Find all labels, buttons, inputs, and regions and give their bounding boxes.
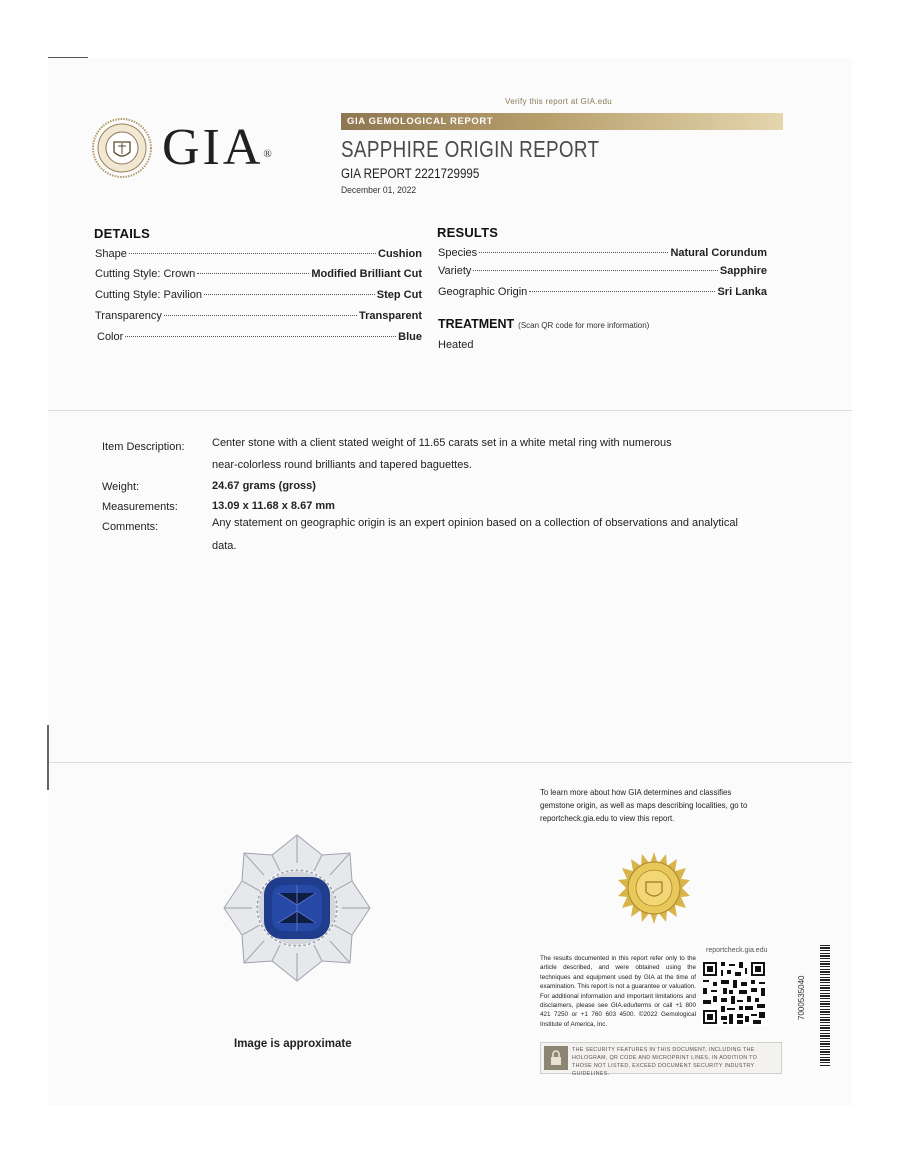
result-row-variety: [438, 265, 767, 277]
security-notice-text: THE SECURITY FEATURES IN THIS DOCUMENT, INCLUDING THE HOLOGRAM, QR CODE AND MICROPRINT LINES, IN ADDITION TO THOSE NOT LISTED, EXCEED DOCUMENT SECURITY INDUSTRY GUIDELINES.: [572, 1047, 758, 1077]
detail-label: Color: [97, 331, 124, 343]
detail-label: Shape: [95, 248, 127, 260]
item-description-line-2: near-colorless round brilliants and tapered baguettes.: [212, 459, 472, 471]
result-value: Natural Corundum: [670, 247, 767, 259]
result-label: Variety: [438, 265, 472, 277]
detail-label: Cutting Style: Crown: [95, 268, 196, 280]
treatment-value: Heated: [438, 339, 474, 351]
detail-value: Step Cut: [376, 289, 422, 301]
gia-wordmark: GIA®: [162, 119, 272, 176]
detail-value: Blue: [398, 331, 422, 343]
report-date: December 01, 2022: [341, 185, 417, 196]
result-value: Sri Lanka: [717, 286, 767, 298]
lock-icon: [544, 1046, 568, 1070]
report-number: GIA REPORT 2221729995: [341, 166, 480, 181]
detail-row-transparency: [95, 310, 422, 322]
serial-number: 7000535040: [797, 975, 806, 1020]
hologram-icon: [618, 852, 690, 924]
results-heading: RESULTS: [437, 225, 499, 240]
item-description-label: Item Description:: [102, 441, 185, 453]
detail-row-shape: [95, 248, 422, 260]
item-description-line-1: Center stone with a client stated weight of 11.65 carats set in a white metal ring with numerous: [212, 437, 672, 449]
comments-label: Comments:: [102, 521, 159, 533]
qr-code[interactable]: [701, 960, 767, 1026]
gia-logo: [92, 118, 272, 178]
fold-line-lower: [48, 762, 852, 763]
report-type-band: [341, 113, 783, 130]
weight-label: Weight:: [102, 481, 140, 493]
result-row-species: [438, 247, 767, 259]
image-caption: Image is approximate: [234, 1038, 352, 1050]
qr-url: reportcheck.gia.edu: [706, 947, 768, 954]
detail-row-pavilion: [95, 289, 422, 301]
detail-row-color: [97, 331, 422, 343]
detail-label: Transparency: [95, 310, 162, 322]
fold-line-upper: [48, 410, 852, 411]
measurements-value: 13.09 x 11.68 x 8.67 mm: [212, 500, 335, 512]
comments-line-2: data.: [212, 540, 237, 552]
detail-label: Cutting Style: Pavilion: [95, 289, 202, 301]
measurements-label: Measurements:: [102, 501, 178, 513]
weight-value: 24.67 grams (gross): [212, 480, 316, 492]
treatment-heading: TREATMENT (Scan QR code for more information): [438, 317, 650, 331]
band-label: GIA GEMOLOGICAL REPORT: [347, 116, 494, 127]
detail-value: Cushion: [378, 248, 422, 260]
security-notice: [540, 1042, 782, 1077]
verify-text: Verify this report at GIA.edu: [505, 97, 612, 106]
details-heading: DETAILS: [94, 226, 151, 241]
detail-value: Modified Brilliant Cut: [311, 268, 422, 280]
gia-seal-icon: [92, 118, 152, 178]
result-label: Species: [438, 247, 478, 259]
comments-line-1: Any statement on geographic origin is an expert opinion based on a collection of observations and analytical: [212, 517, 738, 529]
report-title: SAPPHIRE ORIGIN REPORT: [341, 136, 600, 162]
detail-row-crown: [95, 268, 422, 280]
ring-image: [222, 833, 372, 983]
treatment-note: (Scan QR code for more information): [518, 321, 650, 330]
result-label: Geographic Origin: [438, 286, 528, 298]
detail-value: Transparent: [359, 310, 422, 322]
result-row-origin: [438, 286, 767, 298]
side-mark: [47, 725, 49, 790]
learn-more-text: To learn more about how GIA determines and classifies gemstone origin, as well as maps describing localities, go to reportcheck.gia.edu to view this report.: [540, 787, 748, 823]
edge-mark: [48, 57, 88, 58]
result-value: Sapphire: [719, 265, 767, 277]
barcode: [820, 945, 830, 1067]
disclaimer-text: The results documented in this report refer only to the article described, and were obtained using the techniques and equipment used by GIA at the time of examination. This report is not a guarantee or valuation. For additional information and important limitations and disclaimers, please see GIA.edu/terms or call +1 800 421 7250 or +1 760 603 4500. ©2022 Gemological Institute of America, Inc.: [540, 955, 696, 1028]
